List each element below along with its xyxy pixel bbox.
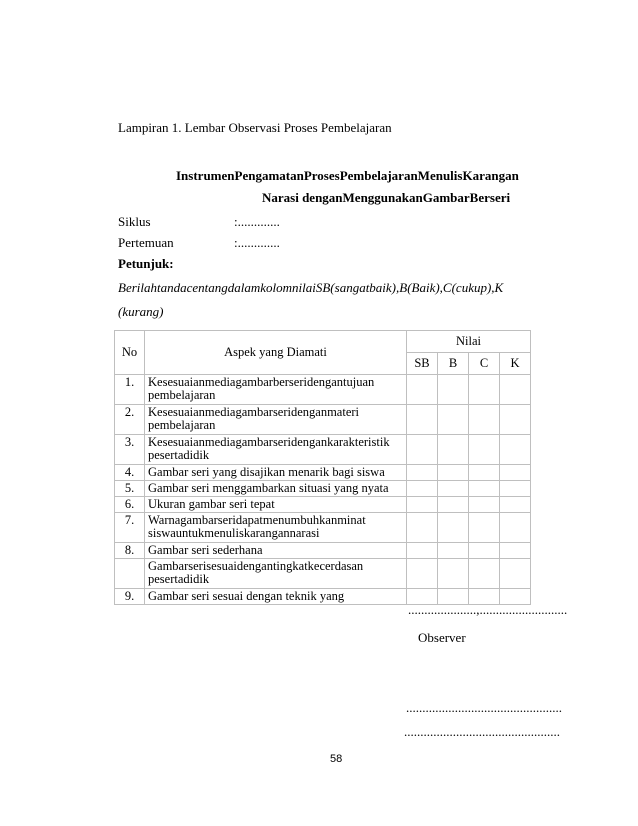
score-cell-k[interactable] [500,513,531,543]
row-number: 3. [115,435,145,465]
score-cell-k[interactable] [500,375,531,405]
score-cell-b[interactable] [438,513,469,543]
table-row [115,481,531,497]
aspect-line: pembelajaran [148,388,216,402]
row-aspect [145,481,407,497]
aspect-line: Kesesuaianmediagambarberseridengantujuan [148,375,375,389]
score-cell-k[interactable] [500,435,531,465]
score-cell-sb[interactable] [407,513,438,543]
row-number [115,559,145,589]
score-cell-b[interactable] [438,405,469,435]
score-cell-k[interactable] [500,543,531,559]
header-nilai: Nilai [407,331,531,353]
aspect-line: siswauntukmenuliskarangannarasi [148,526,320,540]
row-aspect [145,513,407,543]
row-aspect [145,465,407,481]
row-aspect [145,375,407,405]
score-cell-c[interactable] [469,497,500,513]
score-cell-b[interactable] [438,375,469,405]
row-number: 4. [115,465,145,481]
aspect-line: Ukuran gambar seri tepat [148,497,275,511]
page-number: 58 [330,753,343,765]
table-row [115,559,531,589]
score-cell-k[interactable] [500,497,531,513]
score-cell-b[interactable] [438,435,469,465]
appendix-caption: Lampiran 1. Lembar Observasi Proses Pembelajaran [118,120,392,135]
score-cell-c[interactable] [469,435,500,465]
score-cell-k[interactable] [500,559,531,589]
aspect-line: pesertadidik [148,572,210,586]
row-aspect [145,497,407,513]
row-aspect [145,559,407,589]
score-cell-b[interactable] [438,497,469,513]
table-row [115,405,531,435]
row-number: 9. [115,589,145,605]
aspect-line: Gambar seri menggambarkan situasi yang nyata [148,481,389,495]
aspect-line: Gambar seri sederhana [148,543,263,557]
score-cell-sb[interactable] [407,543,438,559]
aspect-line: Kesesuaianmediagambarseridenganmateri [148,405,360,419]
row-aspect [145,405,407,435]
score-cell-c[interactable] [469,543,500,559]
header-aspek: Aspek yang Diamati [145,331,407,375]
table-row [115,375,531,405]
row-aspect [145,589,407,605]
instructions-text-line2: (kurang) [118,304,164,319]
header-no: No [115,331,145,375]
table-row [115,543,531,559]
document-title-line2: Narasi denganMenggunakanGambarBerseri [262,190,511,205]
aspect-line: Kesesuaianmediagambarseridengankarakteristik [148,435,390,449]
row-number: 1. [115,375,145,405]
aspect-line: Gambarserisesuaidengantingkatkecerdasan [148,559,364,573]
row-number: 7. [115,513,145,543]
score-cell-c[interactable] [469,465,500,481]
aspect-line: Gambar seri sesuai dengan teknik yang [148,589,345,603]
score-cell-sb[interactable] [407,559,438,589]
aspect-line: Gambar seri yang disajikan menarik bagi siswa [148,465,385,479]
signature-place-date: .....................,........................... [408,602,568,617]
score-cell-k[interactable] [500,481,531,497]
signature-line-2: ................................................ [404,724,560,739]
score-cell-c[interactable] [469,405,500,435]
document-title-line1: InstrumenPengamatanProsesPembelajaranMenulisKarangan [176,168,519,183]
field-value-siklus: :............. [234,214,280,229]
score-cell-c[interactable] [469,513,500,543]
row-number: 6. [115,497,145,513]
row-aspect [145,435,407,465]
row-aspect [145,543,407,559]
score-cell-sb[interactable] [407,497,438,513]
observation-table [114,330,531,605]
score-cell-b[interactable] [438,481,469,497]
score-cell-k[interactable] [500,465,531,481]
table-row [115,497,531,513]
table-row [115,513,531,543]
score-cell-b[interactable] [438,543,469,559]
field-label-pertemuan: Pertemuan [118,235,174,250]
score-cell-sb[interactable] [407,435,438,465]
score-cell-b[interactable] [438,465,469,481]
table-row [115,465,531,481]
score-cell-sb[interactable] [407,405,438,435]
score-cell-sb[interactable] [407,481,438,497]
header-sb: SB [407,353,438,375]
aspect-line: pembelajaran [148,418,216,432]
score-cell-sb[interactable] [407,465,438,481]
aspect-line: pesertadidik [148,448,210,462]
score-cell-c[interactable] [469,375,500,405]
aspect-line: Warnagambarseridapatmenumbuhkanminat [148,513,366,527]
score-cell-k[interactable] [500,405,531,435]
signature-line-1: ................................................ [406,700,562,715]
score-cell-b[interactable] [438,559,469,589]
header-k: K [500,353,531,375]
instructions-heading: Petunjuk: [118,256,174,271]
header-b: B [438,353,469,375]
header-c: C [469,353,500,375]
instructions-text-line1: BerilahtandacentangdalamkolomnilaiSB(sangatbaik),B(Baik),C(cukup),K [118,280,504,295]
field-label-siklus: Siklus [118,214,151,229]
table-row [115,435,531,465]
score-cell-c[interactable] [469,559,500,589]
score-cell-c[interactable] [469,481,500,497]
score-cell-sb[interactable] [407,375,438,405]
row-number: 5. [115,481,145,497]
field-value-pertemuan: :............. [234,235,280,250]
observer-label: Observer [418,630,466,645]
row-number: 8. [115,543,145,559]
row-number: 2. [115,405,145,435]
